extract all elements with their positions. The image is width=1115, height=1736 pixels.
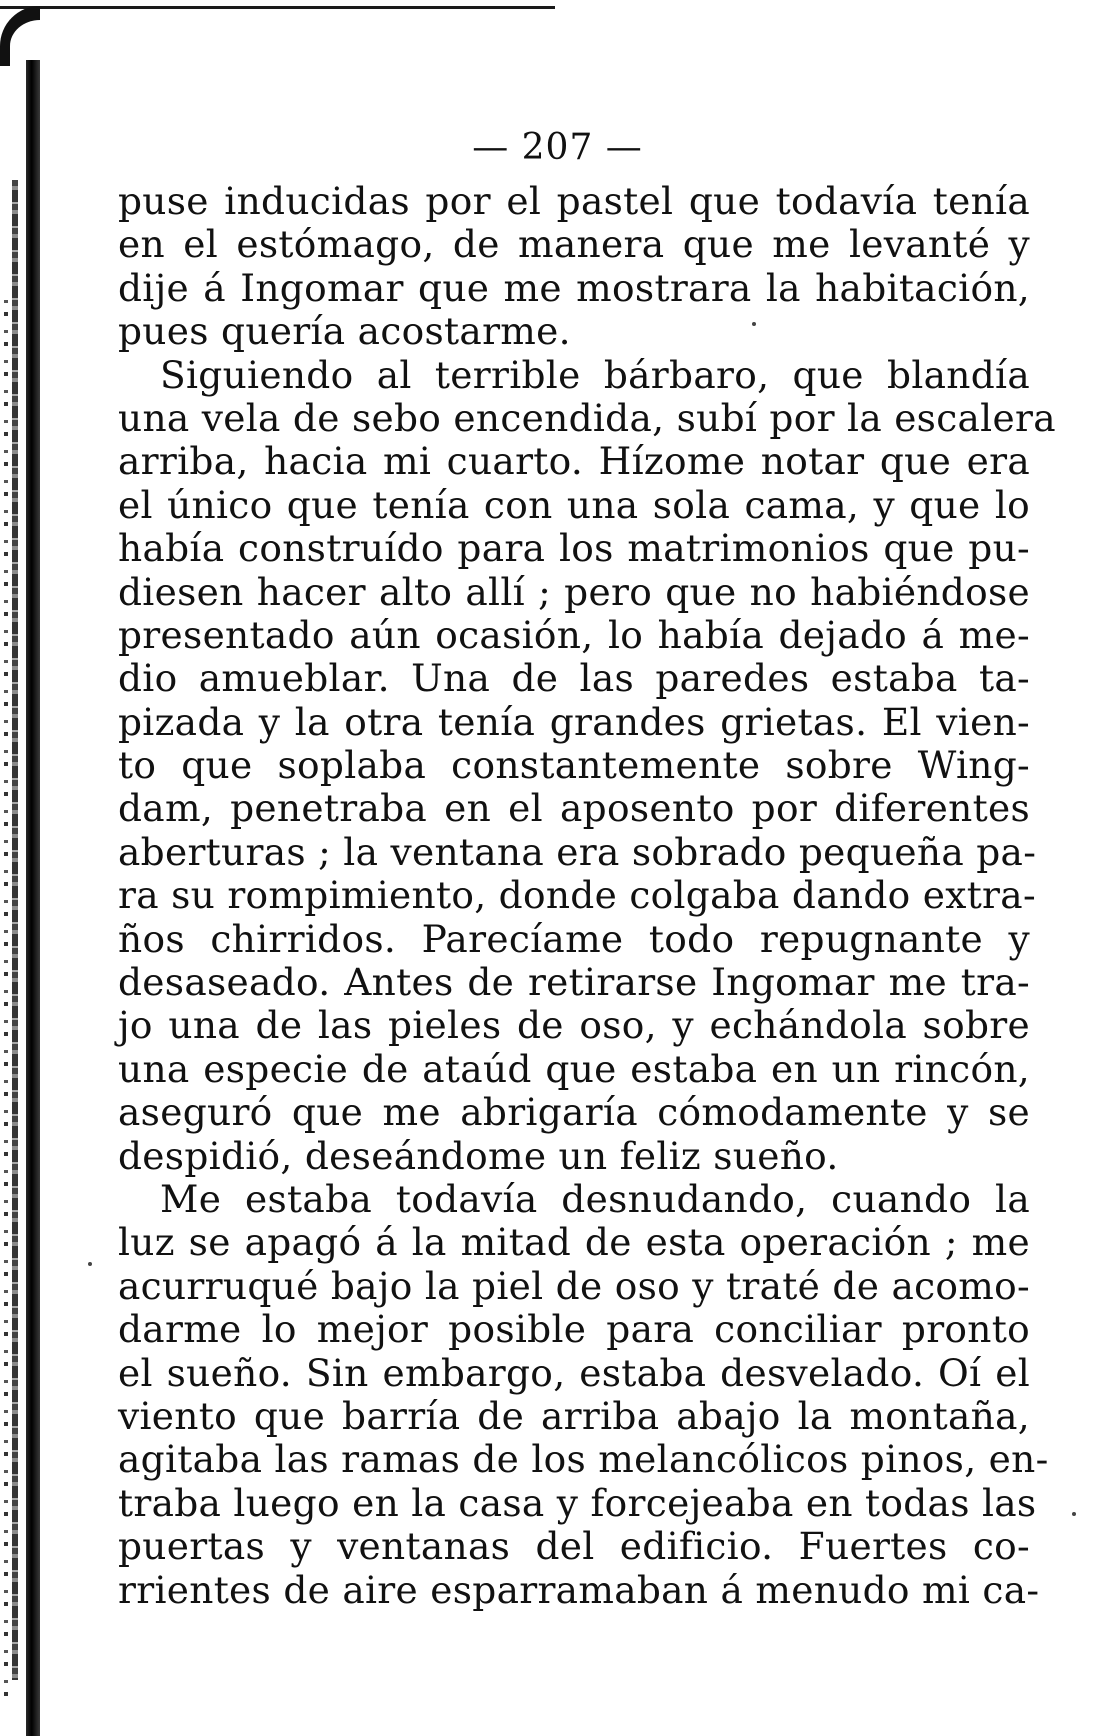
text-line: ra su rompimiento, donde colgaba dando extra- (118, 873, 1036, 918)
text-line: darme lo mejor posible para conciliar pronto (118, 1307, 1030, 1352)
text-line: el único que tenía con una sola cama, y que lo (118, 482, 1030, 527)
text-line: traba luego en la casa y forcejeaba en todas las (118, 1480, 1037, 1525)
text-line: rrientes de aire esparramaban á menudo mi ca- (118, 1567, 1040, 1612)
body-text (118, 179, 1056, 1612)
binding-texture (12, 180, 18, 1680)
text-line: viento que barría de arriba abajo la montaña, (118, 1393, 1030, 1438)
text-line: puertas y ventanas del edificio. Fuertes co- (118, 1524, 1030, 1569)
text-line: luz se apagó á la mitad de esta operación ; me (118, 1220, 1030, 1265)
print-speck (88, 1262, 92, 1266)
page-binding-edge (0, 0, 48, 1736)
text-line: una especie de ataúd que estaba en un rincón, (118, 1046, 1030, 1091)
text-line: pues quería acostarme. (118, 309, 571, 354)
text-line: dije á Ingomar que me mostrara la habitación, (118, 265, 1030, 310)
text-line: puse inducidas por el pastel que todavía tenía (118, 179, 1030, 223)
text-line: agitaba las ramas de los melancólicos pinos, en- (118, 1437, 1049, 1482)
text-line: desaseado. Antes de retirarse Ingomar me tra- (118, 960, 1030, 1005)
text-line: diesen hacer alto allí ; pero que no habiéndose (118, 569, 1030, 614)
text-line: acurruqué bajo la piel de oso y traté de acomo- (118, 1263, 1030, 1308)
text-line: el sueño. Sin embargo, estaba desvelado. Oí el (118, 1350, 1030, 1395)
text-line: jo una de las pieles de oso, y echándola sobre (118, 1003, 1030, 1048)
text-line: despidió, deseándome un feliz sueño. (118, 1133, 839, 1178)
text-line: Siguiendo al terrible bárbaro, que blandía (160, 352, 1030, 397)
text-line: dio amueblar. Una de las paredes estaba ta- (118, 656, 1030, 701)
text-line: pizada y la otra tenía grandes grietas. El vien- (118, 699, 1030, 744)
text-line: presentado aún ocasión, lo había dejado á me- (118, 612, 1030, 657)
text-line: ños chirridos. Parecíame todo repugnante y (118, 916, 1030, 961)
text-line: Me estaba todavía desnudando, cuando la (160, 1176, 1030, 1221)
text-line: aseguró que me abrigaría cómodamente y se (118, 1090, 1030, 1135)
text-line: arriba, hacia mi cuarto. Hízome notar que era (118, 439, 1030, 484)
binding-shadow (26, 60, 40, 1736)
text-line: to que soplaba constantemente sobre Wing- (118, 743, 1030, 788)
text-line: una vela de sebo encendida, subí por la escalera (118, 395, 1056, 440)
print-speck (752, 322, 756, 326)
page-number: — 207 — (472, 127, 643, 168)
text-line: había construído para los matrimonios que pu- (118, 526, 1030, 571)
page-top-edge (0, 6, 555, 9)
text-line: dam, penetraba en el aposento por diferentes (118, 786, 1030, 831)
print-speck (1072, 1512, 1076, 1516)
text-line: en el estómago, de manera que me levanté y (118, 222, 1030, 267)
text-line: aberturas ; la ventana era sobrado pequeña pa- (118, 829, 1037, 874)
binding-texture-outer (4, 300, 8, 1700)
